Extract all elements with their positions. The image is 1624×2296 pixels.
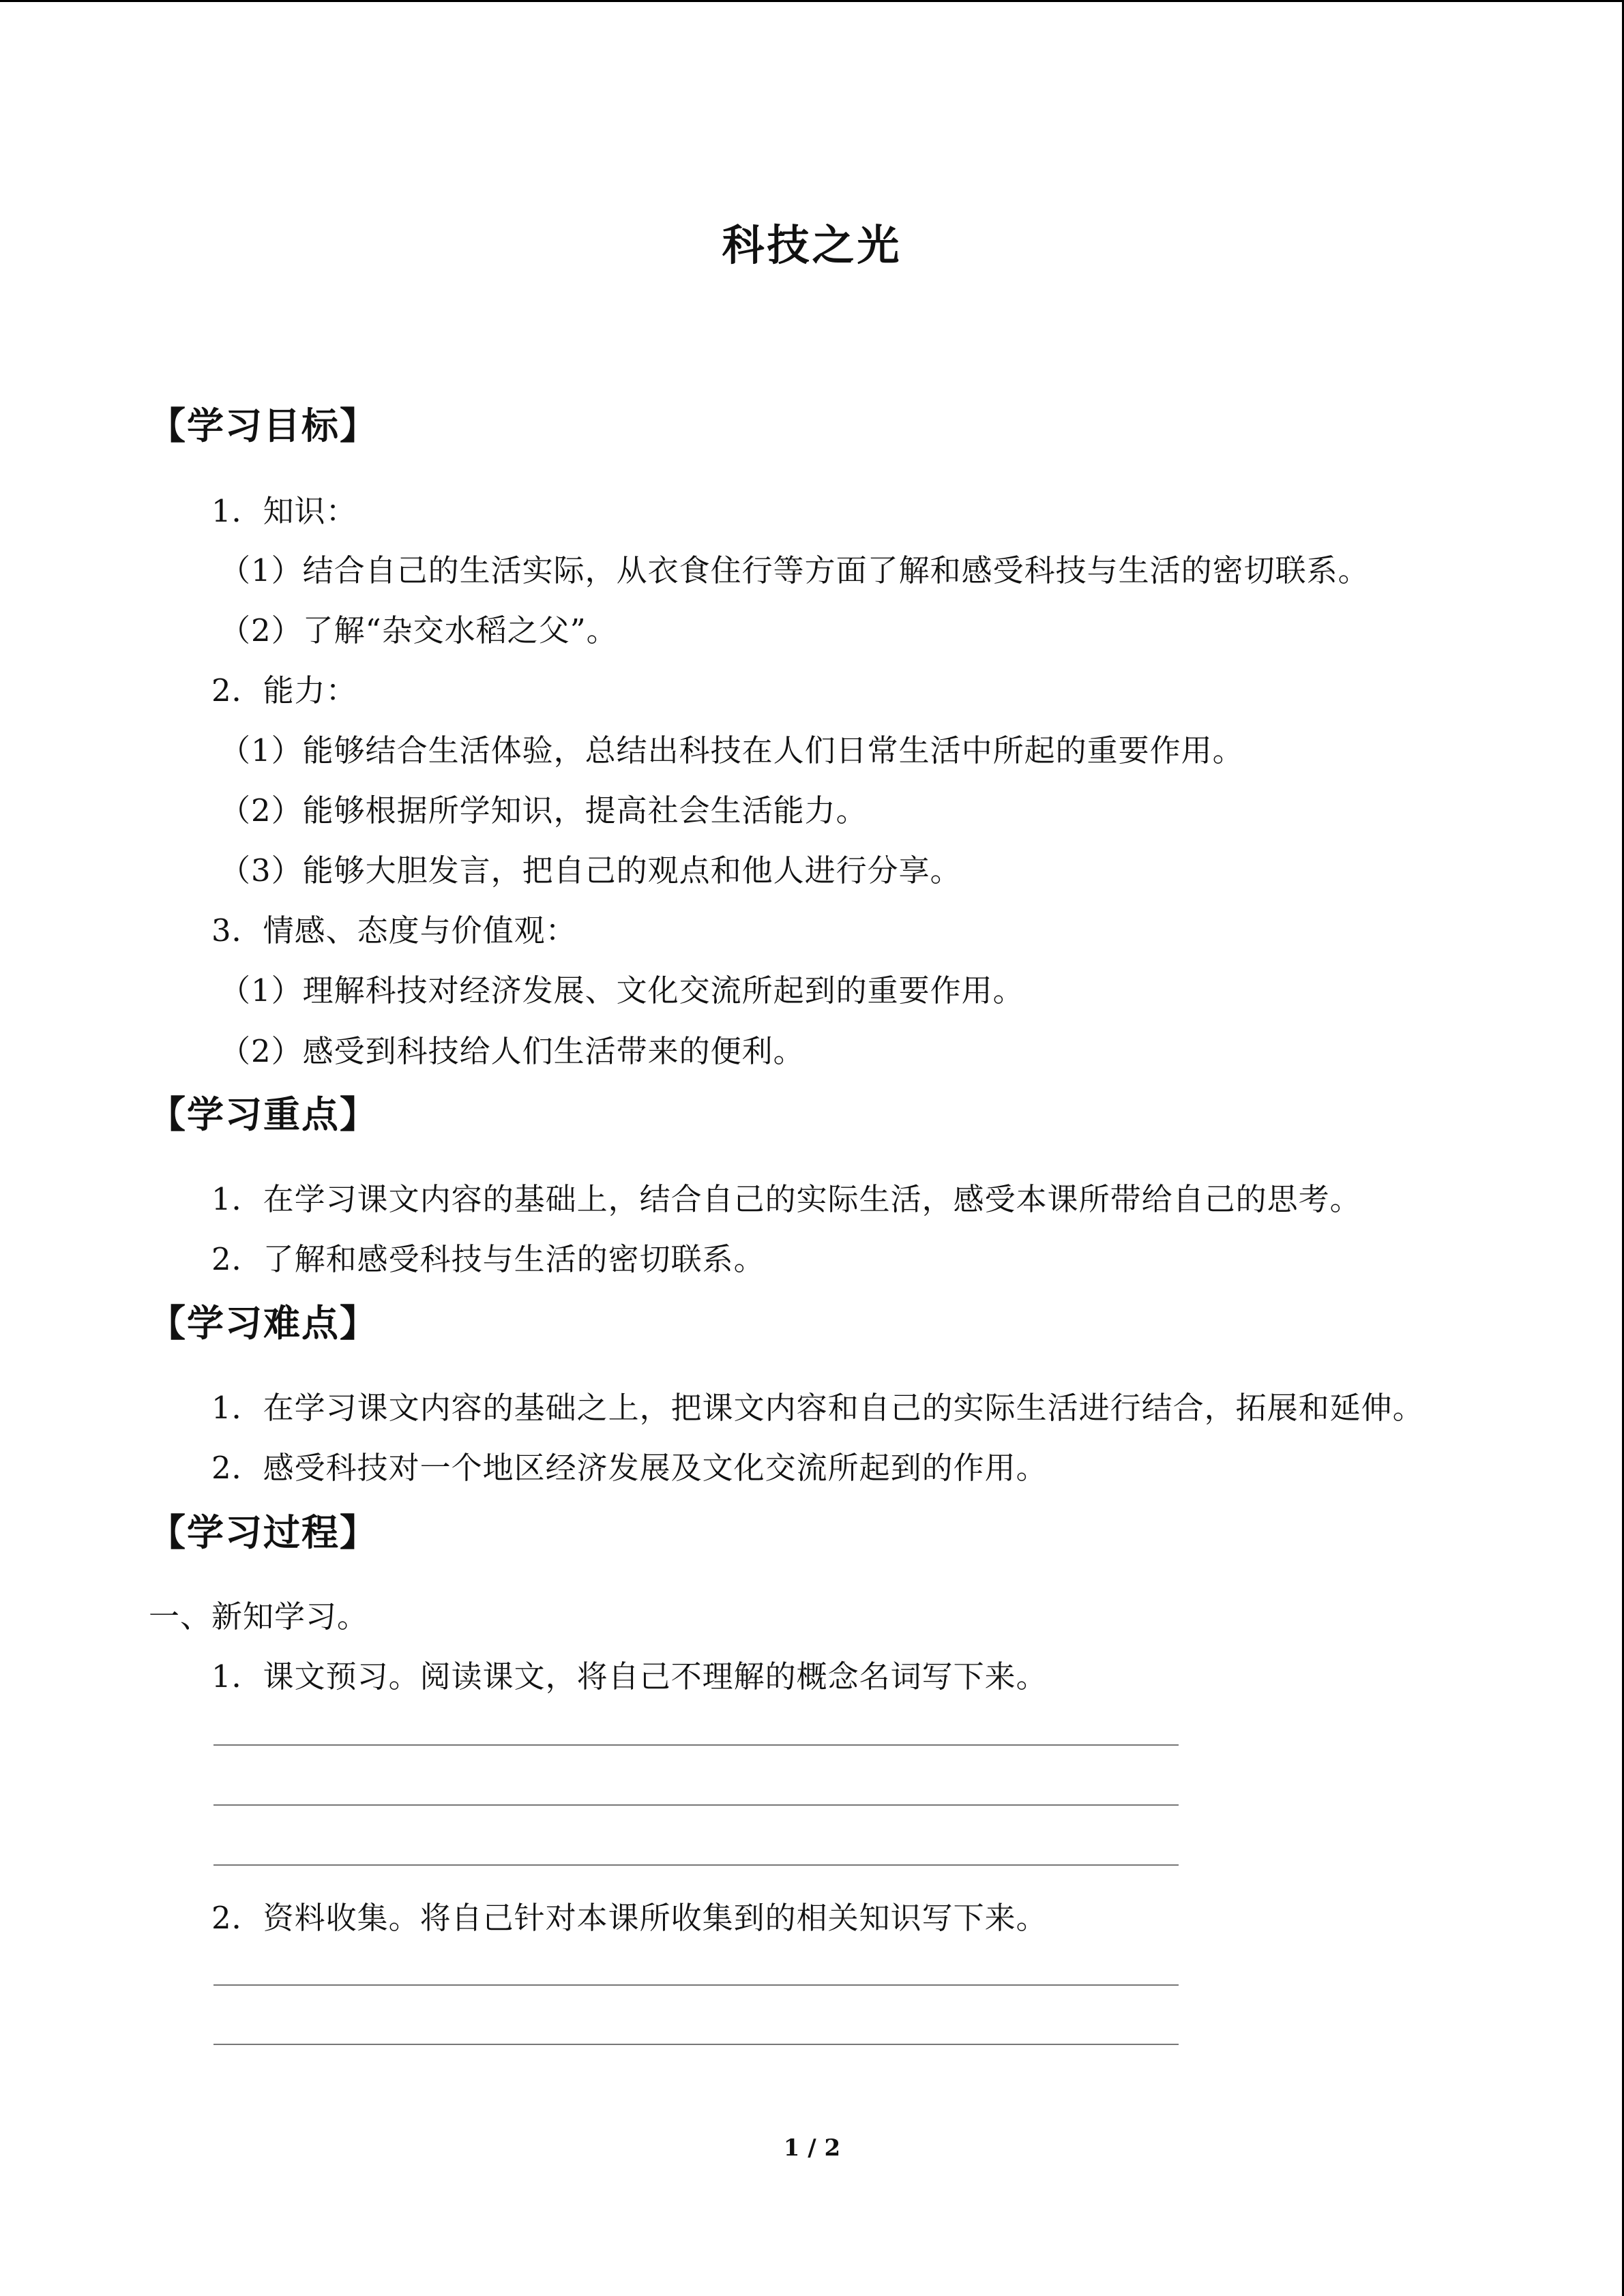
objective-line: （1）结合自己的生活实际，从衣食住行等方面了解和感受科技与生活的密切联系。 xyxy=(220,552,1370,588)
objective-line: 1．知识： xyxy=(211,493,357,529)
section-heading-difficulties: 【学习难点】 xyxy=(149,1302,378,1345)
section-heading-objectives: 【学习目标】 xyxy=(149,404,378,447)
objective-line: （1）能够结合生活体验，总结出科技在人们日常生活中所起的重要作用。 xyxy=(220,732,1244,769)
key-point-line: 2．了解和感受科技与生活的密切联系。 xyxy=(211,1241,765,1277)
objective-line: （2）感受到科技给人们生活带来的便利。 xyxy=(220,1033,805,1069)
section-heading-process: 【学习过程】 xyxy=(149,1511,378,1554)
objective-line: （1）理解科技对经济发展、文化交流所起到的重要作用。 xyxy=(220,972,1024,1009)
task-1-prompt: 1．课文预习。阅读课文，将自己不理解的概念名词写下来。 xyxy=(211,1658,1048,1695)
task-2-answer-line[interactable] xyxy=(213,2044,1179,2045)
objective-line: （3）能够大胆发言，把自己的观点和他人进行分享。 xyxy=(220,852,962,889)
task-1-answer-line[interactable] xyxy=(213,1804,1179,1806)
task-1-answer-line[interactable] xyxy=(213,1864,1179,1866)
key-point-line: 1．在学习课文内容的基础上，结合自己的实际生活，感受本课所带给自己的思考。 xyxy=(211,1181,1361,1217)
page-number: 1 / 2 xyxy=(783,2134,841,2162)
objective-line: 3．情感、态度与价值观： xyxy=(211,912,577,949)
objective-line: （2）能够根据所学知识，提高社会生活能力。 xyxy=(220,792,868,829)
document-title: 科技之光 xyxy=(722,220,902,270)
section-heading-key-points: 【学习重点】 xyxy=(149,1093,378,1136)
difficulty-line: 2．感受科技对一个地区经济发展及文化交流所起到的作用。 xyxy=(211,1450,1048,1486)
task-1-answer-line[interactable] xyxy=(213,1744,1179,1746)
task-2-answer-line[interactable] xyxy=(213,1984,1179,1986)
objective-line: （2）了解“杂交水稻之父”。 xyxy=(220,612,618,648)
task-2-prompt: 2．资料收集。将自己针对本课所收集到的相关知识写下来。 xyxy=(211,1900,1048,1936)
difficulty-line: 1．在学习课文内容的基础之上，把课文内容和自己的实际生活进行结合，拓展和延伸。 xyxy=(211,1390,1424,1426)
page-border-top xyxy=(0,0,1624,2)
process-part-heading: 一、新知学习。 xyxy=(149,1598,369,1635)
objective-line: 2．能力： xyxy=(211,672,357,709)
